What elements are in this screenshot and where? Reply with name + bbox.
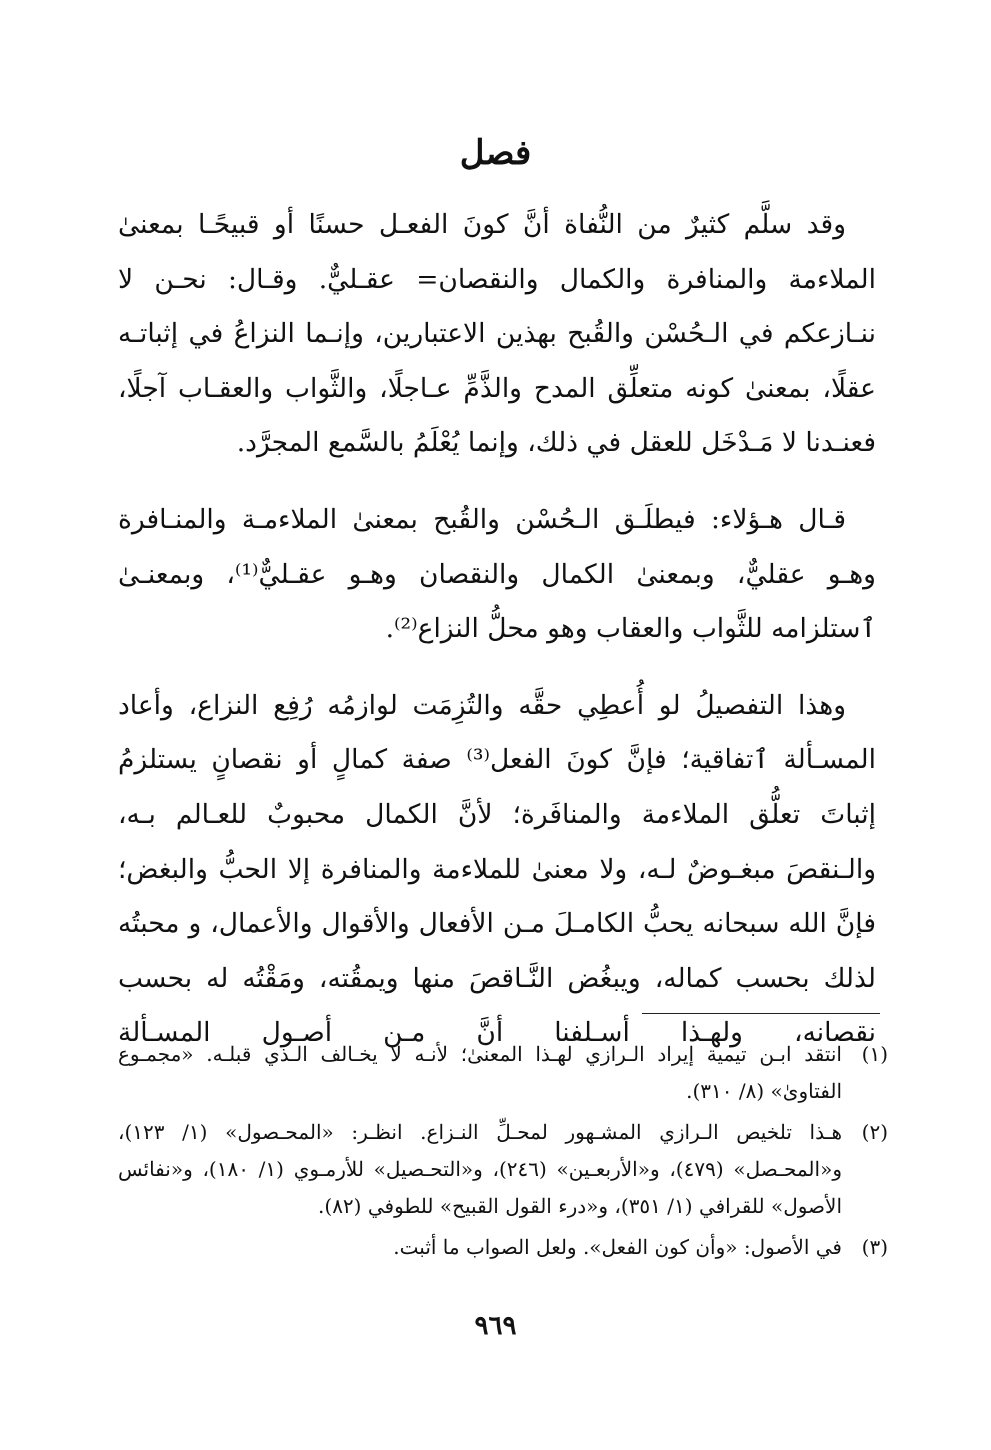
footnote-text: انتقد ابـن تيمية إيراد الـرازي لهـذا المعنىٰ؛ لأنـه لا يخـالف الـذي قبلـه. «مجمـوع الفتاوىٰ» (٨/ ٣١٠). <box>118 1042 842 1103</box>
footnotes <box>118 1036 888 1270</box>
main-text <box>118 198 876 1061</box>
paragraph: وهذا التفصيلُ لو أُعطِي حقَّه والتُزِمَت لوازمُه رُفِع النزاع، وأعاد المسـألة ٱتفاقية؛ فإنَّ كونَ الفعل⁽³⁾ صفة كمالٍ أو نقصانٍ يستلزمُ إثباتَ تعلُّق الملاءمة والمنافَرة؛ لأنَّ الكمال محبوبٌ للعـالم بـه، والـنقصَ مبغـوضٌ لـه، ولا معنىٰ للملاءمة والمنافرة إلا الحبُّ والبغض؛ فإنَّ الله سبحانه يحبُّ الكامـلَ مـن الأفعال والأقوال والأعمال، و محبتُه لذلك بحسب كماله، ويبغُض النَّـاقصَ منها ويمقُته، ومَقْتُه له بحسب نقصانه، ولهـذا أسـلفنا أنَّ مـن أصـول المسـألة <box>118 689 876 1049</box>
footnote-number: (١) <box>861 1042 888 1066</box>
section-heading: فصل <box>459 133 532 173</box>
footnote <box>118 1114 888 1225</box>
footnote-divider <box>642 1013 880 1014</box>
footnote-text: هـذا تلخيص الـرازي المشـهور لمحـلِّ النـزاع. انظـر: «المحـصول» (١/ ١٢٣)، و«المحـصل» (٤٧٩)، و«الأربعـين» (٢٤٦)، و«التحـصيل» للأرمـوي (١/ ١٨٠)، و«نفائس الأصول» للقرافي (١/ ٣٥١)، و«درء القول القبيح» للطوفي (٨٢). <box>118 1120 842 1218</box>
footnote-text: في الأصول: «وأن كون الفعل». ولعل الصواب ما أثبت. <box>393 1235 842 1259</box>
paragraph: قـال هـؤلاء: فيطلَـق الـحُسْن والقُبح بمعنىٰ الملاءمـة والمنـافرة وهـو عقليٌّ، وبمعنىٰ الكمال والنقصان وهـو عقـليٌّ⁽¹⁾، وبمعنـىٰ ٱستلزامه للثَّواب والعقاب وهو محلُّ النزاع⁽²⁾. <box>118 503 876 645</box>
footnote-number: (٣) <box>861 1235 888 1259</box>
footnote <box>118 1229 888 1266</box>
footnote <box>118 1036 888 1110</box>
footnote-number: (٢) <box>861 1120 888 1144</box>
page-number: ٩٦٩ <box>474 1311 517 1341</box>
paragraph: وقد سلَّم كثيرٌ من النُّفاة أنَّ كونَ الفعـل حسنًا أو قبيحًـا بمعنىٰ الملاءمة والمنافرة والكمال والنقصان= عقـليٌّ. وقـال: نحـن لا ننـازعكم في الـحُسْن والقُبح بهذين الاعتبارين، وإنـما النزاعُ في إثباتـه عقلًا، بمعنىٰ كونه متعلِّق المدح والذَّمِّ عـاجلًا، والثَّواب والعقـاب آجلًا، فعنـدنا لا مَـدْخَل للعقل في ذلك، وإنما يُعْلَمُ بالسَّمع المجرَّد. <box>118 209 876 459</box>
